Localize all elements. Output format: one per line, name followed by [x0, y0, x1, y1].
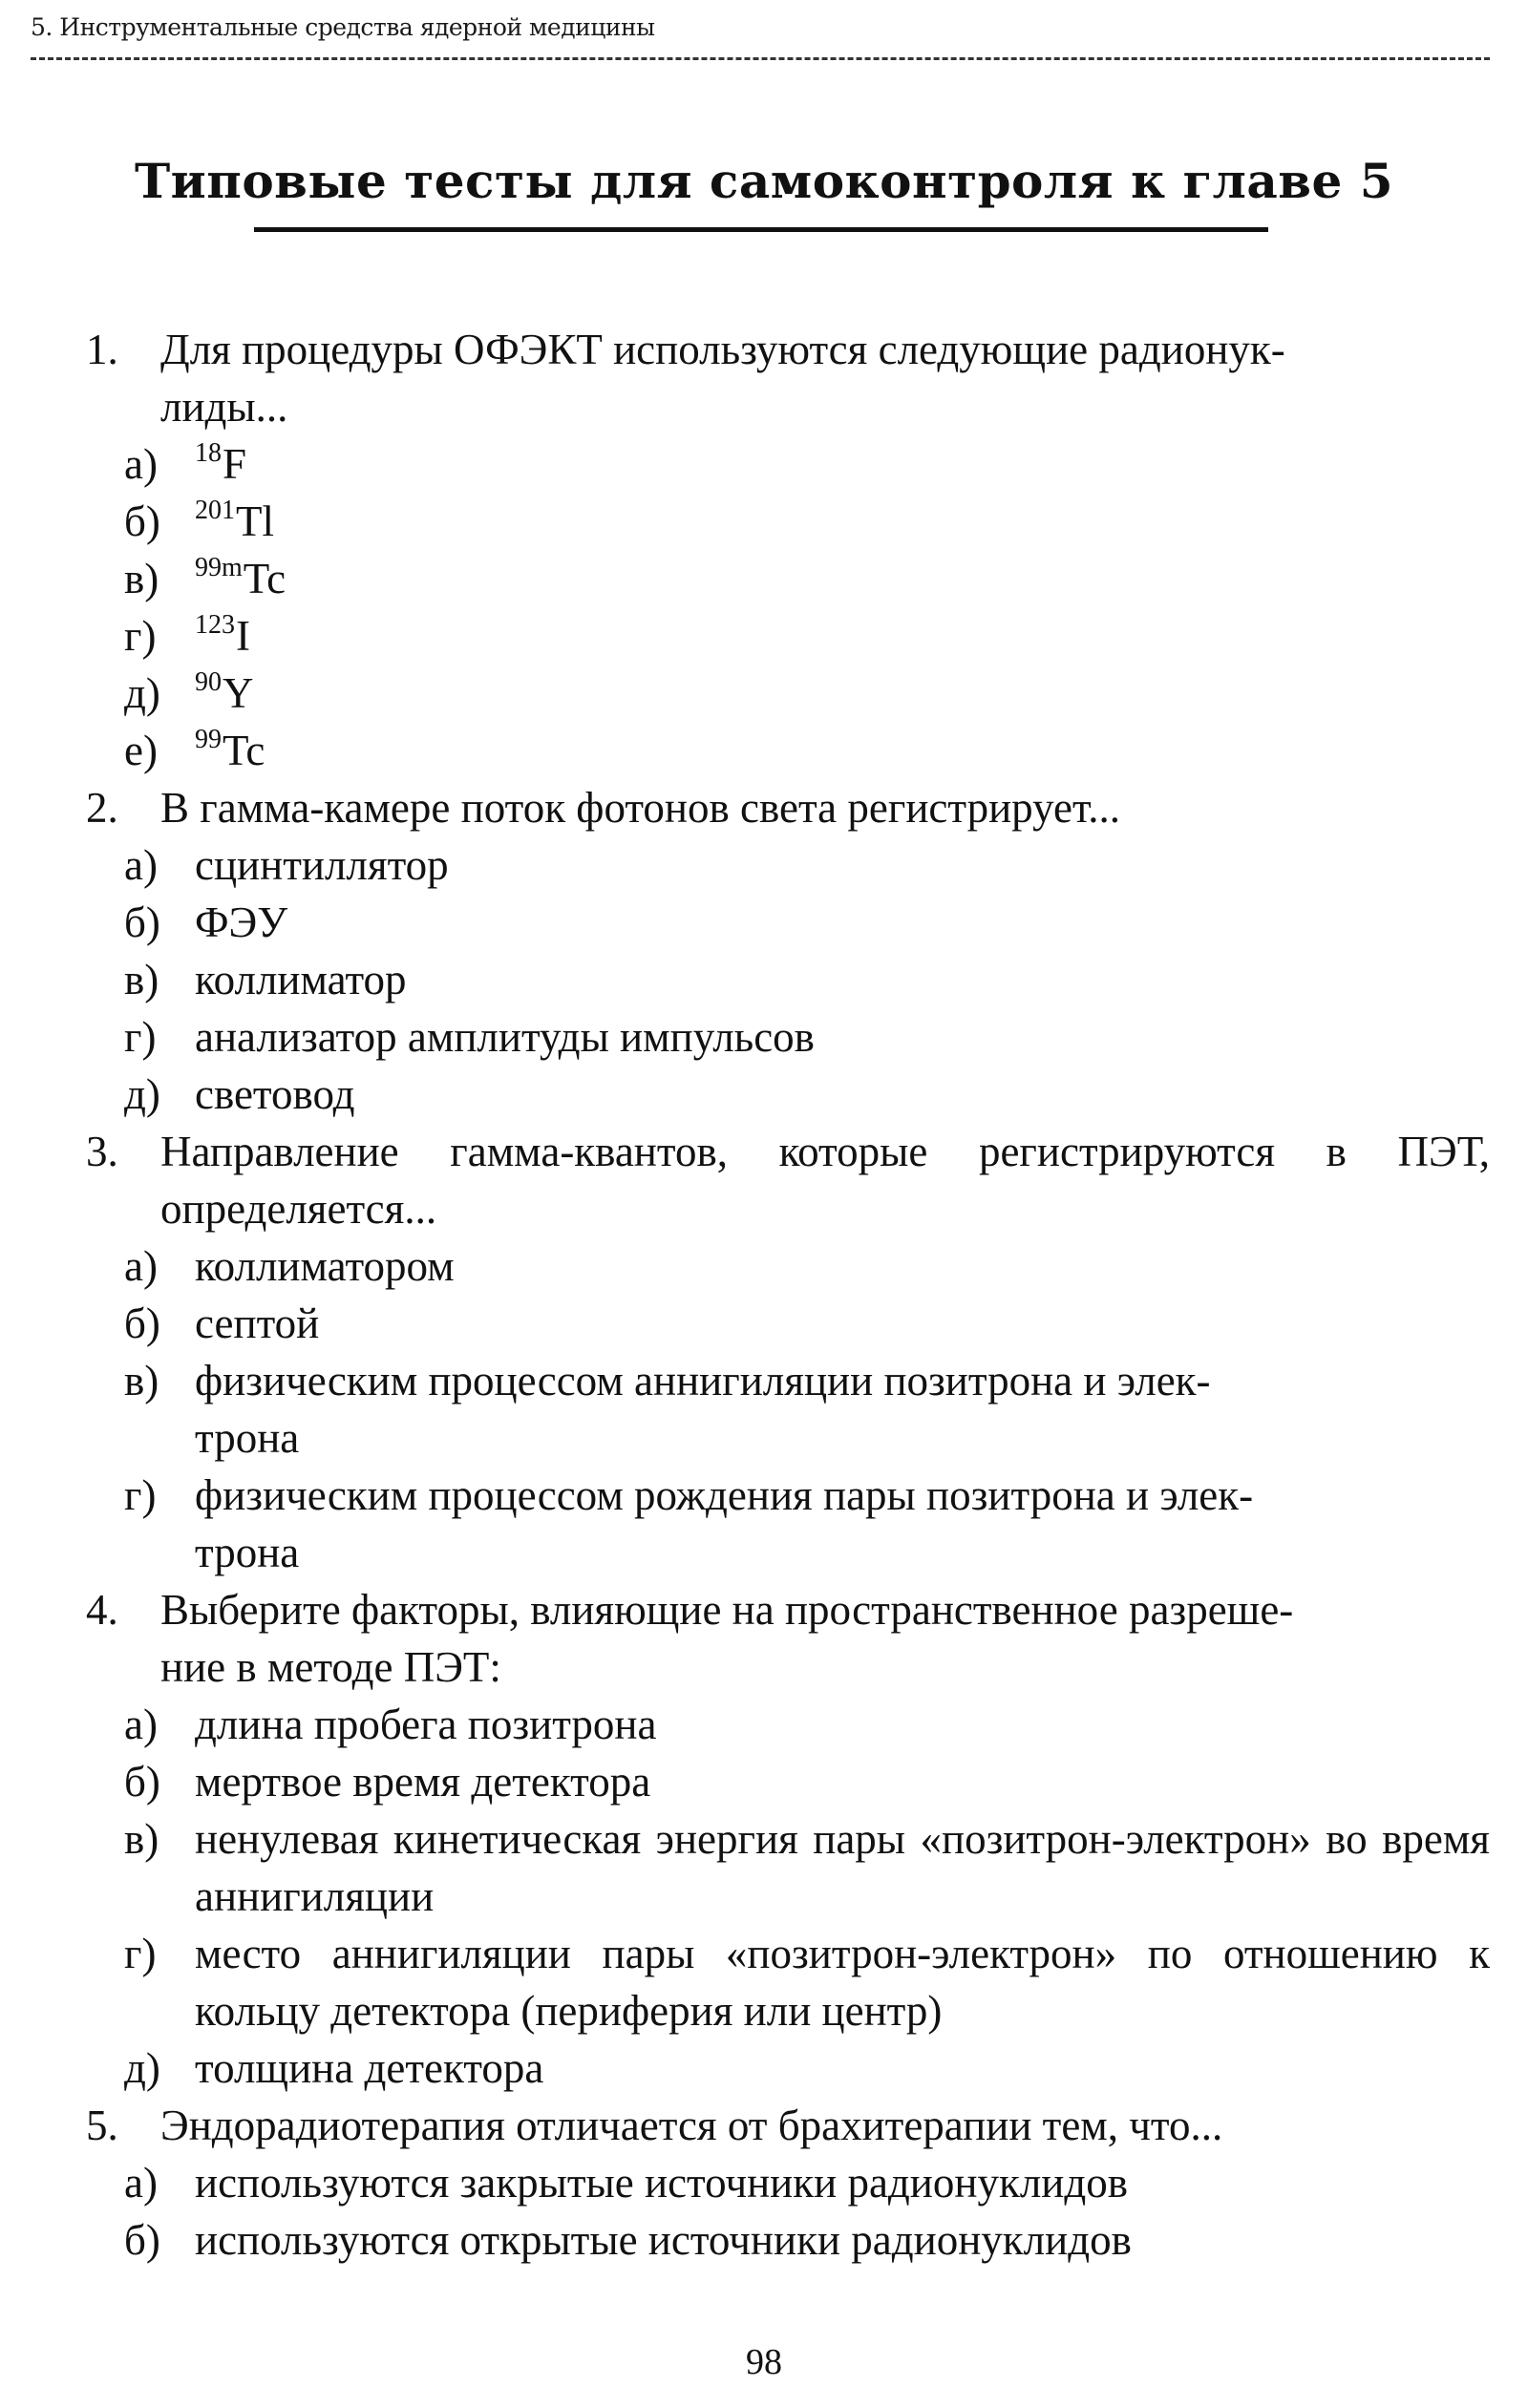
option-label: в) — [124, 555, 159, 602]
question-text: Направление гамма-квантов, которые регистрируются в ПЭТ, определяется... — [160, 1128, 1490, 1233]
option-label: д) — [124, 669, 160, 717]
page-number: 98 — [746, 2342, 782, 2382]
option-text: световод — [195, 1070, 355, 1118]
option-label: б) — [124, 1758, 160, 1806]
option — [86, 2154, 1490, 2211]
option — [86, 1008, 1490, 1066]
option — [86, 1925, 1490, 2039]
option — [86, 550, 1490, 607]
option-text: коллиматор — [195, 956, 407, 1003]
option-label: а) — [124, 1700, 158, 1748]
header-dashed-rule — [31, 57, 1490, 60]
option — [86, 2211, 1490, 2269]
option-label: в) — [124, 1815, 159, 1863]
option — [86, 1295, 1490, 1352]
option — [86, 665, 1490, 722]
question-1 — [86, 321, 1490, 435]
option — [86, 1237, 1490, 1295]
option-label: а) — [124, 841, 158, 889]
test-list — [86, 321, 1490, 2269]
option-text: место аннигиляции пары «позитрон-электрон» по отношению к кольцу детектора (периферия или центр) — [195, 1930, 1490, 2035]
question-number: 2. — [86, 784, 118, 832]
option-text: длина пробега позитрона — [195, 1700, 657, 1748]
option — [86, 1696, 1490, 1753]
option-text: ФЭУ — [195, 898, 288, 946]
option-text: анализатор амплитуды импульсов — [195, 1013, 815, 1061]
section-title: Типовые тесты для самоконтроля к главе 5 — [134, 153, 1394, 209]
option-text — [195, 435, 1490, 493]
option-text: толщина детектора — [195, 2044, 544, 2092]
isotope-mass-number: 123 — [195, 610, 235, 640]
option-text — [195, 550, 1490, 607]
option-text: ненулевая кинетическая энергия пары «позитрон-электрон» во время аннигиляции — [195, 1815, 1490, 1920]
question-2 — [86, 779, 1490, 836]
question-4 — [86, 1581, 1490, 1696]
option-label: д) — [124, 2044, 160, 2092]
option-text: септой — [195, 1299, 320, 1347]
isotope-mass-number: 99m — [195, 553, 243, 582]
option-text: мертвое время детектора — [195, 1758, 651, 1806]
option — [86, 722, 1490, 779]
option — [86, 1467, 1490, 1581]
question-text: Эндорадиотерапия отличается от брахитерапии тем, что... — [160, 2102, 1223, 2149]
option-label: г) — [124, 1930, 157, 1977]
option — [86, 836, 1490, 894]
option-label: б) — [124, 2216, 160, 2264]
option-text: сцинтиллятор — [195, 841, 449, 889]
option-label: в) — [124, 1357, 159, 1405]
question-number: 3. — [86, 1128, 118, 1175]
isotope-mass-number: 18 — [195, 438, 222, 468]
isotope-mass-number: 201 — [195, 496, 235, 525]
option-label: б) — [124, 898, 160, 946]
element-symbol: Tl — [236, 497, 274, 545]
option — [86, 1066, 1490, 1123]
option — [86, 1352, 1490, 1467]
running-head: 5. Инструментальные средства ядерной медицины — [31, 13, 655, 41]
question-number: 4. — [86, 1586, 118, 1634]
question-3 — [86, 1123, 1490, 1237]
element-symbol: I — [236, 612, 250, 660]
isotope-mass-number: 90 — [195, 667, 222, 697]
option-label: б) — [124, 1299, 160, 1347]
option-text — [195, 607, 1490, 665]
option-label: а) — [124, 2159, 158, 2207]
option-label: а) — [124, 440, 158, 488]
option — [86, 607, 1490, 665]
question-text: Для процедуры ОФЭКТ используются следующие радионук- лиды... — [160, 326, 1285, 431]
option-text: физическим процессом аннигиляции позитрона и элек- трона — [195, 1357, 1211, 1462]
option-label: б) — [124, 497, 160, 545]
element-symbol: Tc — [243, 555, 286, 602]
option-label: а) — [124, 1242, 158, 1290]
question-number: 5. — [86, 2102, 118, 2149]
element-symbol: Tc — [223, 727, 265, 774]
question-text: В гамма-камере поток фотонов света регистрирует... — [160, 784, 1120, 832]
option-label: г) — [124, 1471, 157, 1519]
option-text: физическим процессом рождения пары позитрона и элек- трона — [195, 1471, 1254, 1576]
option-text: коллиматором — [195, 1242, 455, 1290]
option-text: используются открытые источники радионуклидов — [195, 2216, 1132, 2264]
option-text — [195, 493, 1490, 550]
option — [86, 435, 1490, 493]
option-label: д) — [124, 1070, 160, 1118]
element-symbol: Y — [223, 669, 254, 717]
question-number: 1. — [86, 326, 118, 373]
option — [86, 1810, 1490, 1925]
option-text — [195, 722, 1490, 779]
option-text: используются закрытые источники радионуклидов — [195, 2159, 1129, 2207]
option — [86, 493, 1490, 550]
isotope-mass-number: 99 — [195, 725, 222, 754]
option — [86, 1753, 1490, 1810]
option-label: г) — [124, 1013, 157, 1061]
question-5 — [86, 2097, 1490, 2154]
title-underline — [254, 227, 1268, 232]
option-label: е) — [124, 727, 158, 774]
element-symbol: F — [223, 440, 247, 488]
question-text: Выберите факторы, влияющие на пространственное разреше- ние в методе ПЭТ: — [160, 1586, 1294, 1691]
option-label: в) — [124, 956, 159, 1003]
option-text — [195, 665, 1490, 722]
option-label: г) — [124, 612, 157, 660]
option — [86, 951, 1490, 1008]
option — [86, 2039, 1490, 2097]
option — [86, 894, 1490, 951]
